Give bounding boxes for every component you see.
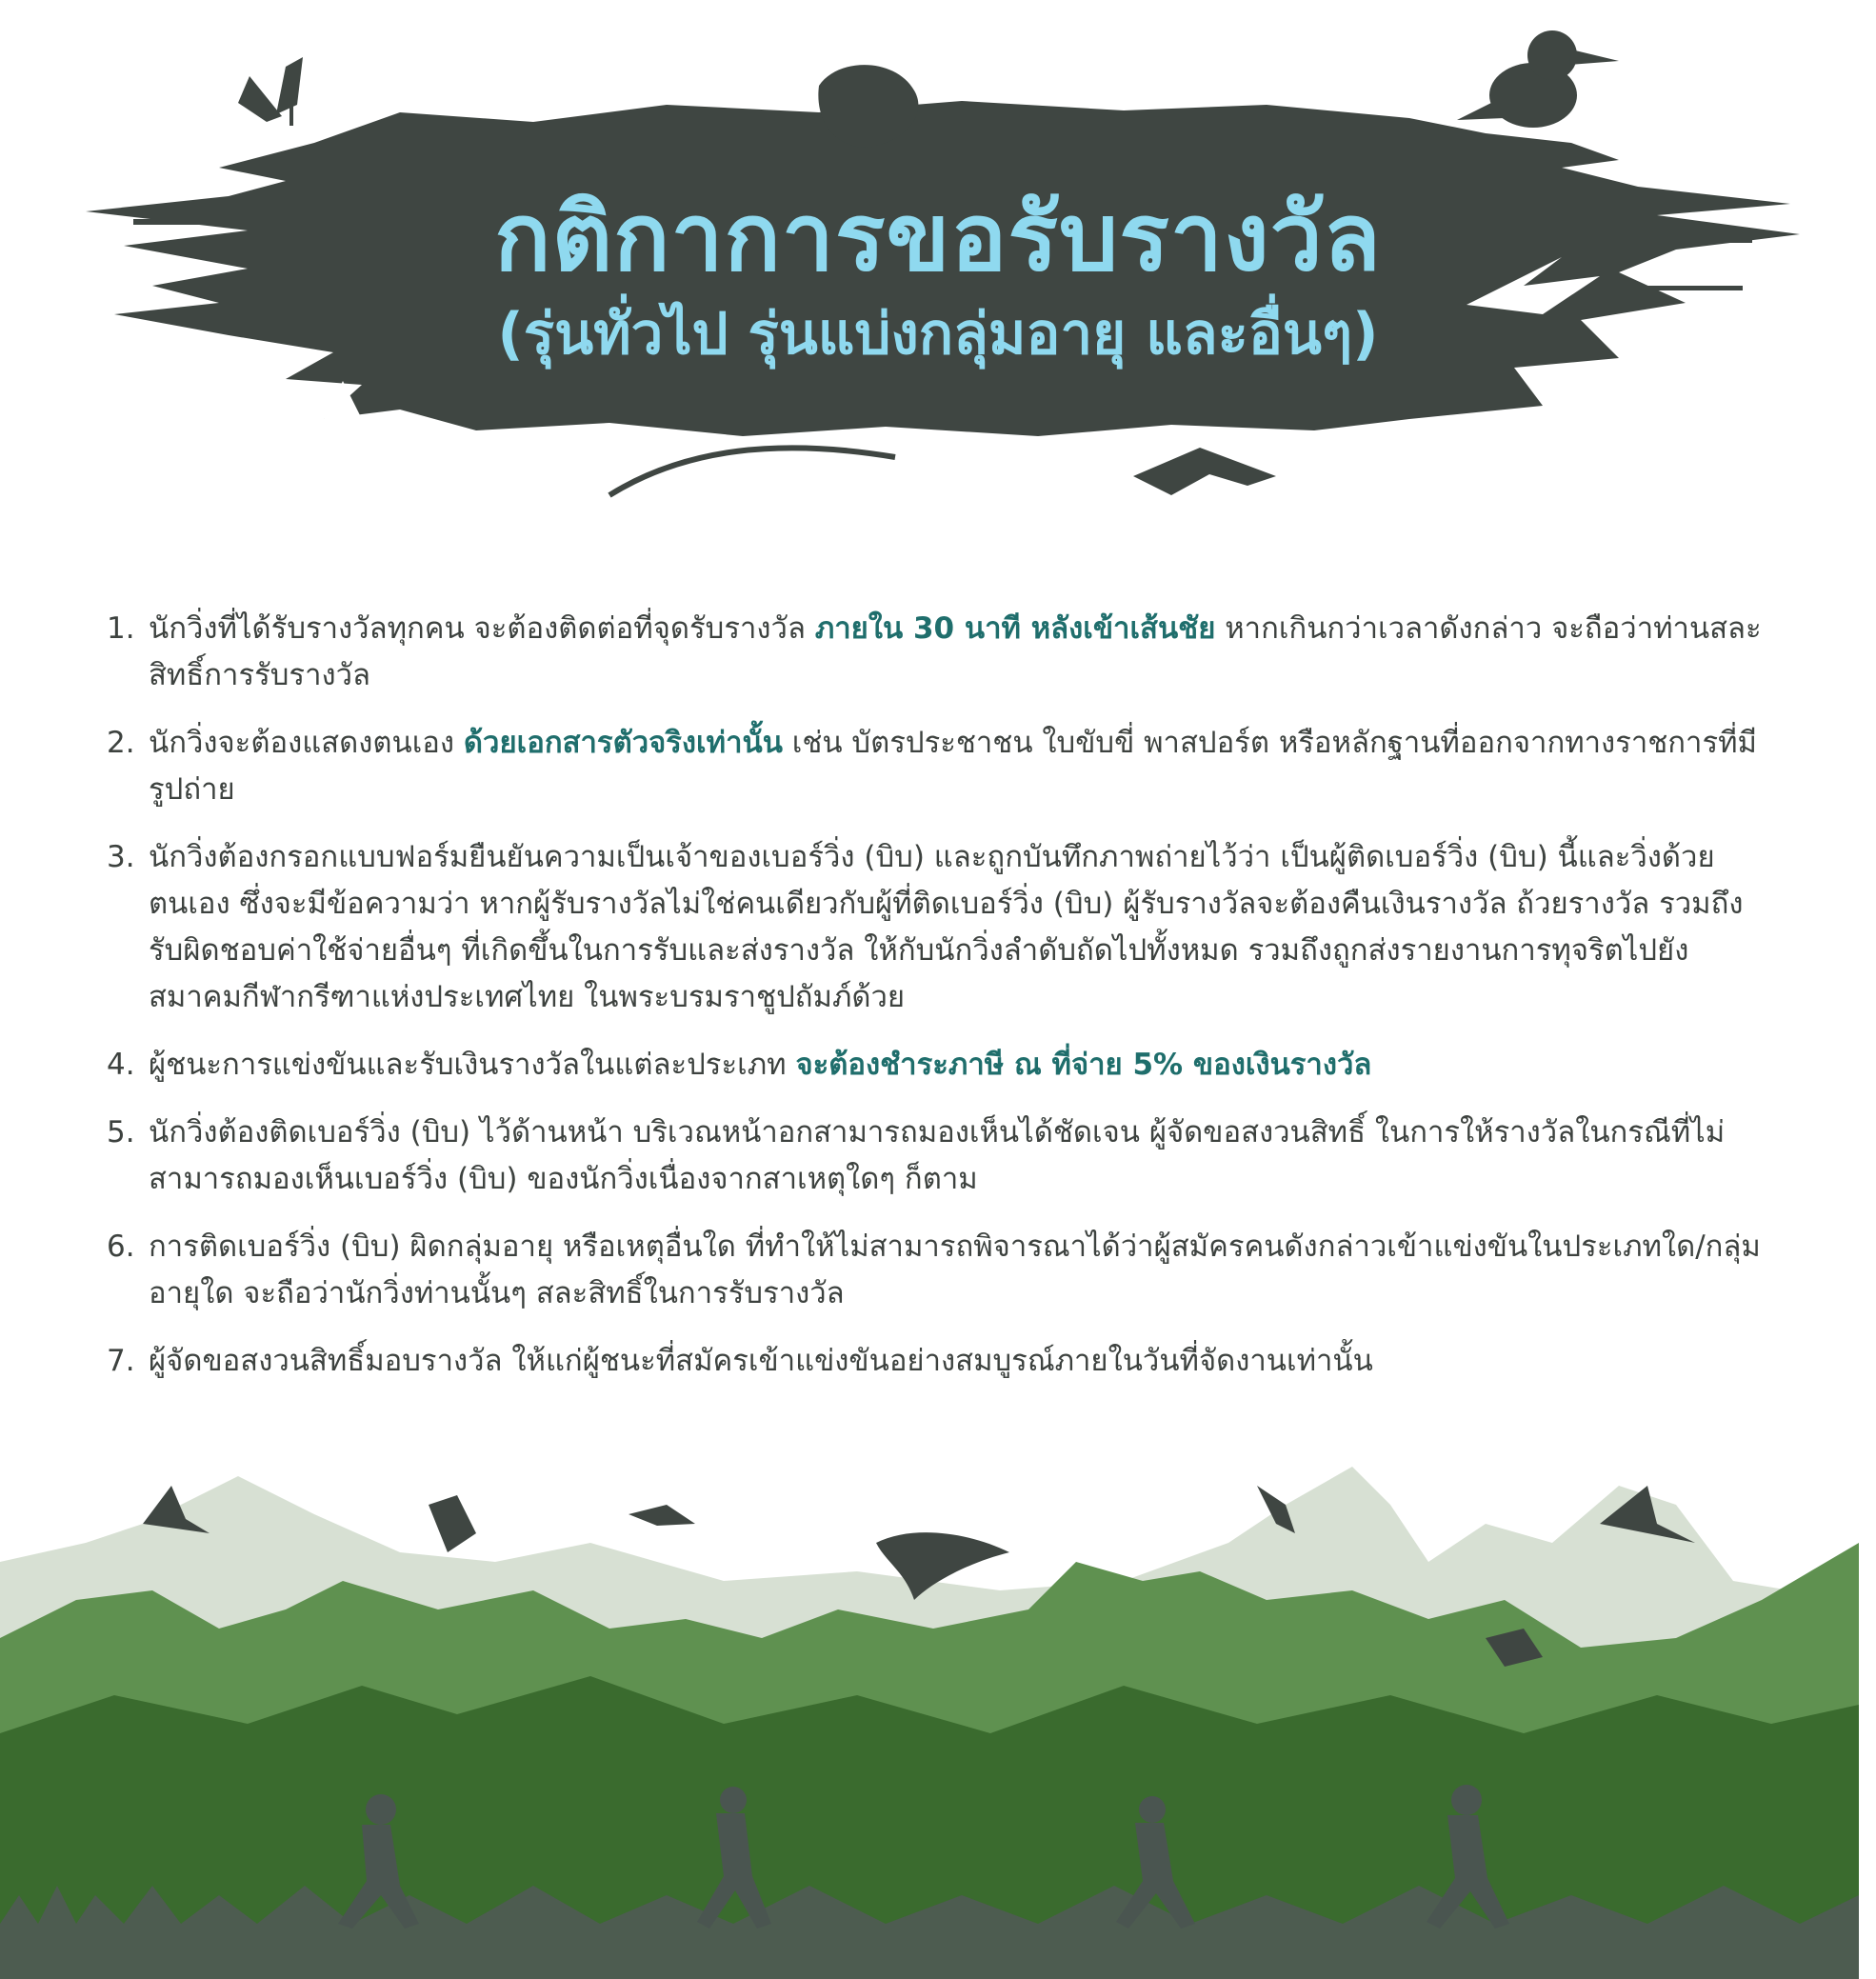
rule-number: 4. (107, 1048, 135, 1082)
rule-text-after: หากเกินกว่าเวลาดังกล่าว จะถือว่าท่านสละสิทธิ์การรับรางวัล (149, 611, 1762, 692)
rule-number: 1. (107, 611, 135, 646)
rule-number: 3. (107, 840, 135, 874)
rule-highlight: จะต้องชำระภาษี ณ ที่จ่าย 5% ของเงินรางวัล (795, 1048, 1372, 1082)
page-subtitle: (รุ่นทั่วไป รุ่นแบ่งกลุ่มอายุ และอื่นๆ) (497, 301, 1379, 368)
rule-highlight: ด้วยเอกสารตัวจริงเท่านั้น (463, 726, 783, 760)
rule-item (107, 1224, 1764, 1317)
rule-text: นักวิ่งที่ได้รับรางวัลทุกคน จะต้องติดต่อที่จุดรับรางวัล (149, 611, 815, 646)
rule-text: ผู้ชนะการแข่งขันและรับเงินรางวัลในแต่ละประเภท (149, 1048, 796, 1082)
rule-text-after: เช่น บัตรประชาชน ใบขับขี่ พาสปอร์ต หรือหลักฐานที่ออกจากทางราชการที่มีรูปถ่าย (149, 726, 1757, 807)
rule-item (107, 1338, 1764, 1385)
landscape-illustration (0, 1448, 1876, 1979)
title-block (0, 186, 1876, 372)
rule-text: นักวิ่งจะต้องแสดงตนเอง (149, 726, 464, 760)
rule-text: นักวิ่งต้องกรอกแบบฟอร์มยืนยันความเป็นเจ้าของเบอร์วิ่ง (บิบ) และถูกบันทึกภาพถ่ายไว้ว่า เป็นผู้ติดเบอร์วิ่ง (บิบ) นี้และวิ่งด้วยตนเอง ซึ่งจะมีข้อความว่า หากผู้รับรางวัลไม่ใช่คนเดียวกับผู้ที่ติดเบอร์วิ่ง (บิบ) ผู้รับรางวัลจะต้องคืนเงินรางวัล ถ้วยรางวัล รวมถึงรับผิดชอบค่าใช้จ่ายอื่นๆ ที่เกิดขึ้นในการรับและส่งรางวัล ให้กับนักวิ่งลำดับถัดไปทั้งหมด รวมถึงถูกส่งรายงานการทุจริตไปยังสมาคมกีฬากรีฑาแห่งประเทศไทย ในพระบรมราชูปถัมภ์ด้วย (149, 840, 1744, 1014)
rule-item (107, 834, 1764, 1021)
rule-number: 5. (107, 1115, 135, 1149)
rule-highlight: ภายใน 30 นาที หลังเข้าเส้นชัย (814, 611, 1216, 646)
rule-number: 2. (107, 726, 135, 760)
rule-number: 7. (107, 1344, 135, 1378)
rule-item (107, 720, 1764, 813)
rule-text: ผู้จัดขอสงวนสิทธิ์มอบรางวัล ให้แก่ผู้ชนะที่สมัครเข้าแข่งขันอย่างสมบูรณ์ภายในวันที่จัดงานเท่านั้น (149, 1344, 1373, 1378)
rule-item (107, 606, 1764, 699)
rule-number: 6. (107, 1229, 135, 1264)
rule-item (107, 1042, 1764, 1089)
rules-list (107, 606, 1764, 1406)
rule-text: นักวิ่งต้องติดเบอร์วิ่ง (บิบ) ไว้ด้านหน้า บริเวณหน้าอกสามารถมองเห็นได้ชัดเจน ผู้จัดขอสงวนสิทธิ์ ในการให้รางวัลในกรณีที่ไม่สามารถมองเห็นเบอร์วิ่ง (บิบ) ของนักวิ่งเนื่องจากสาเหตุใดๆ ก็ตาม (149, 1115, 1726, 1196)
rule-item (107, 1109, 1764, 1203)
page-title: กติกาการขอรับรางวัล (494, 184, 1382, 292)
rule-text: การติดเบอร์วิ่ง (บิบ) ผิดกลุ่มอายุ หรือเหตุอื่นใด ที่ทำให้ไม่สามารถพิจารณาได้ว่าผู้สมัครคนดังกล่าวเข้าแข่งขันในประเภทใด/กลุ่มอายุใด จะถือว่านักวิ่งท่านนั้นๆ สละสิทธิ์ในการรับรางวัล (149, 1229, 1761, 1310)
